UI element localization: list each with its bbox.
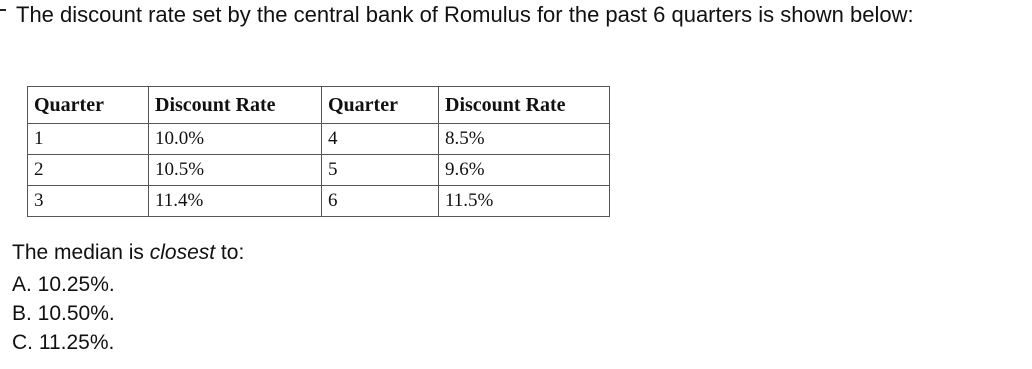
option-b: B. 10.50%. xyxy=(12,302,115,325)
table-cell: 10.5% xyxy=(149,155,322,186)
column-header-rate-1: Discount Rate xyxy=(149,87,322,124)
question-emphasis: closest xyxy=(149,241,216,264)
column-header-quarter-2: Quarter xyxy=(322,87,439,124)
left-edge-mark xyxy=(0,9,6,11)
option-c: C. 11.25%. xyxy=(12,331,115,354)
table-cell: 4 xyxy=(322,124,439,155)
question-suffix: to: xyxy=(215,241,245,264)
answer-options xyxy=(12,270,115,357)
column-header-rate-2: Discount Rate xyxy=(439,87,610,124)
table-row xyxy=(28,124,610,155)
discount-rate-table xyxy=(27,86,610,217)
table-cell: 11.4% xyxy=(149,186,322,217)
table-cell: 2 xyxy=(28,155,149,186)
table-header-row xyxy=(28,87,610,124)
column-header-quarter-1: Quarter xyxy=(28,87,149,124)
table-cell: 10.0% xyxy=(149,124,322,155)
table-cell: 5 xyxy=(322,155,439,186)
table-cell: 3 xyxy=(28,186,149,217)
table-cell: 11.5% xyxy=(439,186,610,217)
question-text xyxy=(12,241,244,265)
table-cell: 8.5% xyxy=(439,124,610,155)
table-cell: 1 xyxy=(28,124,149,155)
table-row xyxy=(28,155,610,186)
table-cell: 9.6% xyxy=(439,155,610,186)
table-row xyxy=(28,186,610,217)
intro-text: The discount rate set by the central bank of Romulus for the past 6 quarters is shown below: xyxy=(16,2,914,27)
option-a: A. 10.25%. xyxy=(12,273,115,296)
table-cell: 6 xyxy=(322,186,439,217)
question-prefix: The median is xyxy=(12,241,150,264)
